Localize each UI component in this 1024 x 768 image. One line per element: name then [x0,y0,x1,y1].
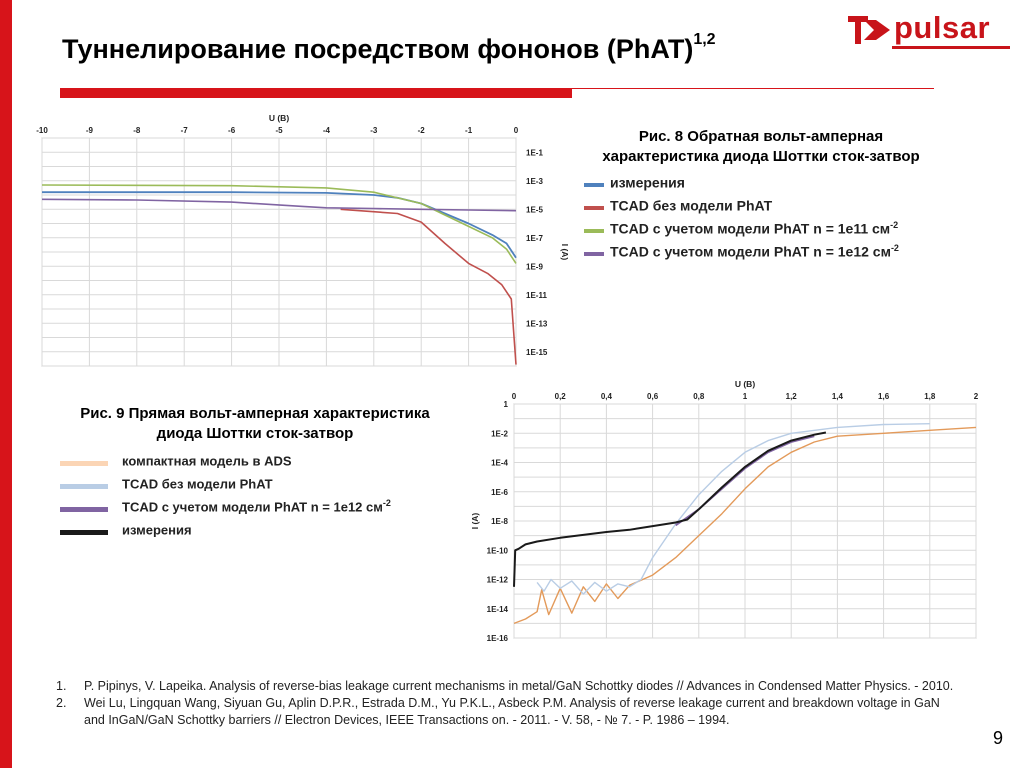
reference-number: 1. [56,679,67,693]
page-number: 9 [993,728,1004,748]
fig8-legend-item [584,174,954,197]
fig8-legend-label: TCAD с учетом модели PhAT n = 1e11 $см^{-2}$ [610,220,899,237]
slide-title-superscript: 1,2 [693,31,716,48]
y-tick-label: 1E-7 [526,233,543,243]
y-tick-label: 1E-3 [526,176,543,186]
y-tick-label: 1E-6 [491,487,508,497]
fig8-legend-swatch [584,252,604,256]
forward-iv-chart [462,376,982,646]
x-tick-label: -9 [85,126,93,135]
x-tick-label: -1 [465,126,473,135]
fig9-legend-item [60,498,460,521]
y-tick-label: 1E-11 [526,290,547,300]
y-tick-label: 1E-10 [486,546,508,556]
y-tick-label: 1E-15 [526,347,548,357]
slide-title-text: Туннелирование посредством фононов (PhAT) [62,34,694,64]
x-tick-label: 1 [742,392,748,401]
fig9-legend-item [60,452,460,475]
fig9-legend-swatch [60,507,108,512]
y-tick-label: 1 [503,400,508,409]
x-tick-label: 2 [973,392,979,401]
title-underline-thin [572,88,934,89]
y-tick-label: 1E-1 [526,148,543,158]
y-tick-label: 1E-4 [491,458,508,468]
fig8-legend-item [584,243,954,266]
fig8-caption [574,127,948,167]
reference-item [56,695,956,729]
y-tick-label: 1E-9 [526,262,543,272]
x-tick-label: -6 [228,126,236,135]
fig9-legend-label: компактная модель в ADS [122,453,292,469]
fig9-legend-swatch [60,461,108,466]
y-tick-label: 1E-2 [491,429,508,439]
y-tick-label: 1E-14 [486,604,508,614]
x-tick-label: -3 [370,126,378,135]
x-axis-label: U (B) [734,379,756,389]
fig9-legend-item [60,475,460,498]
fig8-legend-item [584,197,954,220]
reference-number: 2. [56,696,67,710]
logo-underline [892,46,1010,49]
fig8-legend-label: измерения [610,174,685,191]
fig9-legend-item [60,521,460,544]
y-tick-label: 1E-12 [486,575,508,585]
fig8-legend [584,174,954,266]
fig9-legend-label: измерения [122,522,192,538]
logo-text: pulsar [894,10,991,45]
x-tick-label: -2 [417,126,425,135]
x-tick-label: 0,4 [600,392,612,401]
x-tick-label: 1,8 [924,392,936,401]
x-tick-label: 0 [513,126,519,135]
x-tick-label: -8 [133,126,141,135]
reference-text: Wei Lu, Lingquan Wang, Siyuan Gu, Aplin D.P.R., Estrada D.M., Yu P.K.L., Asbeck P.M. Analysis of reverse leakage current and breakdown voltage in GaN and InGaN/GaN Schottky barriers // Electron Devices, IEEE Transactions on. - 2011. - V. 58, - № 7. - P. 1986 – 1994. [84,696,940,727]
fig8-legend-label: TCAD с учетом модели PhAT n = 1e12 $см^{-2}$ [610,243,899,260]
fig9-caption [50,404,460,444]
x-tick-label: -10 [36,126,48,135]
reference-item [56,678,956,695]
fig8-legend-swatch [584,229,604,233]
x-tick-label: -5 [275,126,283,135]
slide-title [62,31,716,65]
reverse-iv-chart [28,108,588,370]
reference-text: P. Pipinys, V. Lapeika. Analysis of reverse-bias leakage current mechanisms in metal/GaN Schottky diodes // Advances in Condensed Matter Physics. - 2010. [84,679,954,693]
fig8-legend-label: TCAD без модели PhAT [610,197,773,214]
x-axis-label: U (B) [268,113,290,123]
fig9-legend-swatch [60,530,108,535]
references [56,678,956,729]
fig9-legend-label: TCAD с учетом модели PhAT n = 1e12 $см^{-2}$ [122,498,391,515]
fig9-legend-label: TCAD без модели PhAT [122,476,273,492]
fig9-legend-swatch [60,484,108,489]
fig8-caption-line1: Рис. 8 Обратная вольт-амперная [638,128,884,145]
pulsar-logo [846,12,1010,50]
x-tick-label: 1,6 [878,392,890,401]
fig9-legend [60,452,460,544]
x-tick-label: 0,2 [554,392,566,401]
y-axis-label: I (A) [470,512,480,530]
pulsar-logo-icon [846,12,892,48]
y-tick-label: 1E-8 [491,517,508,526]
y-tick-label: 1E-13 [526,319,548,329]
fig9-caption-line2: диода Шоттки сток-затвор [156,425,354,442]
x-tick-label: 0 [511,392,517,401]
x-tick-label: 0,6 [647,392,659,401]
x-tick-label: 0,8 [693,392,705,401]
fig9-caption-line1: Рис. 9 Прямая вольт-амперная характеристика [80,405,430,422]
fig8-caption-line2: характеристика диода Шоттки сток-затвор [602,148,920,165]
y-tick-label: 1E-5 [526,205,543,215]
y-axis-label: I (A) [560,243,570,261]
fig8-legend-swatch [584,206,604,210]
x-tick-label: -4 [322,126,330,135]
fig8-legend-item [584,220,954,243]
left-accent-bar [0,0,12,768]
fig8-legend-swatch [584,183,604,187]
x-tick-label: 1,4 [831,392,843,401]
y-tick-label: 1E-16 [486,634,508,643]
x-tick-label: -7 [180,126,188,135]
title-underline [60,88,572,98]
x-tick-label: 1,2 [785,392,797,401]
